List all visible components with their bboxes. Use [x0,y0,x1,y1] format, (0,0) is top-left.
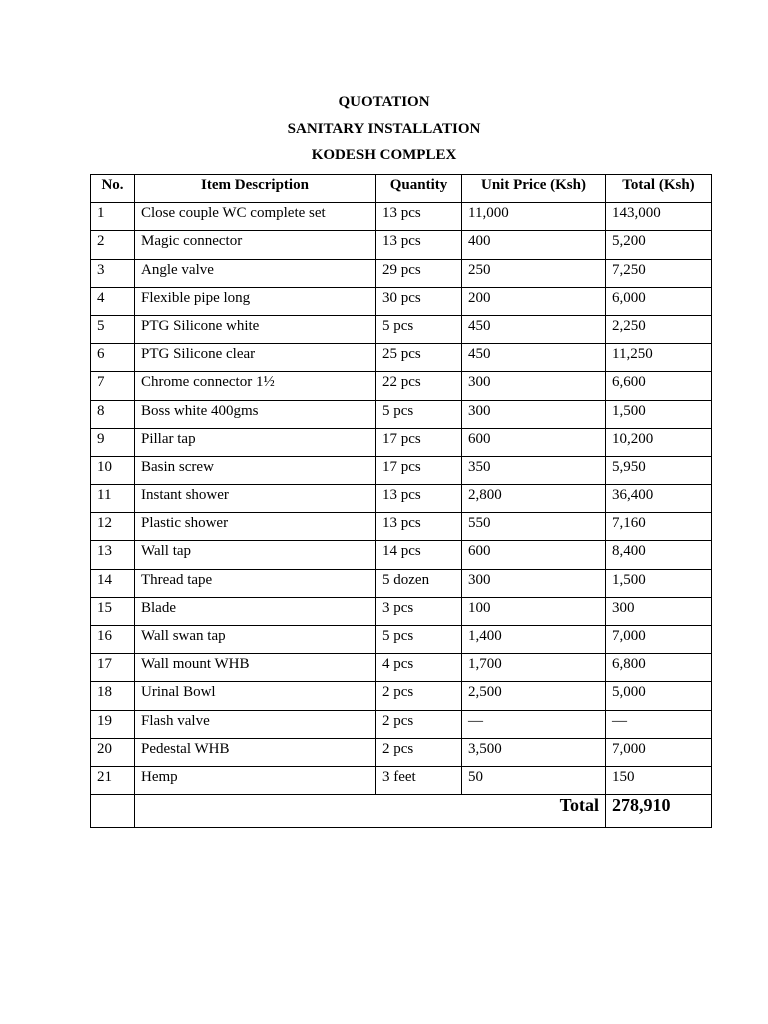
table-row [91,203,712,231]
cell-unit-price: 100 [462,597,606,625]
document-title: QUOTATION [338,94,430,110]
table-row [91,738,712,766]
cell-unit-price: — [462,710,606,738]
cell-total: 1,500 [606,400,712,428]
cell-no: 4 [91,287,135,315]
table-row [91,259,712,287]
table-body [91,203,712,795]
cell-quantity: 25 pcs [376,344,462,372]
cell-total: 143,000 [606,203,712,231]
cell-description: PTG Silicone clear [135,344,376,372]
cell-total: 10,200 [606,428,712,456]
cell-description: Wall swan tap [135,626,376,654]
cell-description: Blade [135,597,376,625]
cell-unit-price: 600 [462,541,606,569]
cell-total: 5,000 [606,682,712,710]
cell-total: 7,160 [606,513,712,541]
cell-quantity: 29 pcs [376,259,462,287]
cell-quantity: 30 pcs [376,287,462,315]
cell-unit-price: 300 [462,400,606,428]
table-row [91,344,712,372]
cell-no: 7 [91,372,135,400]
cell-no: 12 [91,513,135,541]
cell-total: 7,250 [606,259,712,287]
cell-no: 13 [91,541,135,569]
cell-unit-price: 350 [462,456,606,484]
cell-unit-price: 200 [462,287,606,315]
cell-description: Instant shower [135,485,376,513]
cell-description: Flexible pipe long [135,287,376,315]
cell-no: 17 [91,654,135,682]
cell-quantity: 5 dozen [376,569,462,597]
cell-description: Boss white 400gms [135,400,376,428]
cell-total: 7,000 [606,626,712,654]
cell-unit-price: 1,700 [462,654,606,682]
cell-description: Pillar tap [135,428,376,456]
cell-total: 11,250 [606,344,712,372]
cell-no: 3 [91,259,135,287]
cell-unit-price: 3,500 [462,738,606,766]
cell-description: Urinal Bowl [135,682,376,710]
table-row [91,569,712,597]
cell-total: — [606,710,712,738]
cell-description: Pedestal WHB [135,738,376,766]
cell-total: 150 [606,766,712,794]
cell-unit-price: 2,800 [462,485,606,513]
cell-unit-price: 300 [462,569,606,597]
grand-total: 278,910 [606,795,712,828]
cell-no: 6 [91,344,135,372]
total-label: Total [135,795,606,828]
cell-description: Basin screw [135,456,376,484]
cell-quantity: 13 pcs [376,203,462,231]
cell-no: 20 [91,738,135,766]
table-row [91,710,712,738]
cell-unit-price: 450 [462,315,606,343]
cell-description: PTG Silicone white [135,315,376,343]
table-header-row [91,175,712,203]
cell-no: 1 [91,203,135,231]
cell-description: Chrome connector 1½ [135,372,376,400]
cell-no: 14 [91,569,135,597]
cell-quantity: 14 pcs [376,541,462,569]
table-row [91,597,712,625]
cell-no: 15 [91,597,135,625]
document-subtitle: SANITARY INSTALLATION [287,120,481,137]
cell-unit-price: 250 [462,259,606,287]
cell-quantity: 13 pcs [376,231,462,259]
cell-no: 5 [91,315,135,343]
table-row [91,682,712,710]
cell-description: Close couple WC complete set [135,203,376,231]
cell-quantity: 4 pcs [376,654,462,682]
cell-unit-price: 50 [462,766,606,794]
cell-total: 6,600 [606,372,712,400]
cell-no: 21 [91,766,135,794]
cell-unit-price: 300 [462,372,606,400]
cell-total: 36,400 [606,485,712,513]
cell-total: 5,950 [606,456,712,484]
cell-quantity: 3 feet [376,766,462,794]
table-row [91,456,712,484]
table-row [91,400,712,428]
cell-description: Plastic shower [135,513,376,541]
cell-total: 5,200 [606,231,712,259]
cell-quantity: 17 pcs [376,428,462,456]
document-header [0,92,768,172]
column-header-unit-price: Unit Price (Ksh) [462,175,606,203]
cell-quantity: 13 pcs [376,485,462,513]
cell-total: 300 [606,597,712,625]
cell-description: Wall mount WHB [135,654,376,682]
cell-quantity: 17 pcs [376,456,462,484]
total-row-empty-cell [91,795,135,828]
cell-total: 6,000 [606,287,712,315]
cell-no: 10 [91,456,135,484]
cell-no: 2 [91,231,135,259]
quotation-table [90,174,712,828]
cell-quantity: 13 pcs [376,513,462,541]
cell-quantity: 2 pcs [376,710,462,738]
project-name: KODESH COMPLEX [311,147,457,163]
cell-no: 18 [91,682,135,710]
column-header-no: No. [91,175,135,203]
table-row [91,541,712,569]
column-header-description: Item Description [135,175,376,203]
table-row [91,485,712,513]
cell-quantity: 2 pcs [376,682,462,710]
cell-total: 6,800 [606,654,712,682]
cell-description: Flash valve [135,710,376,738]
cell-no: 8 [91,400,135,428]
total-row [91,795,712,828]
table-row [91,287,712,315]
cell-unit-price: 450 [462,344,606,372]
table-row [91,654,712,682]
cell-unit-price: 400 [462,231,606,259]
cell-unit-price: 1,400 [462,626,606,654]
cell-unit-price: 11,000 [462,203,606,231]
cell-total: 7,000 [606,738,712,766]
cell-quantity: 3 pcs [376,597,462,625]
cell-unit-price: 2,500 [462,682,606,710]
cell-no: 16 [91,626,135,654]
cell-quantity: 5 pcs [376,315,462,343]
cell-no: 19 [91,710,135,738]
table-row [91,231,712,259]
table-row [91,428,712,456]
column-header-total: Total (Ksh) [606,175,712,203]
table-row [91,513,712,541]
table-row [91,315,712,343]
cell-quantity: 5 pcs [376,400,462,428]
cell-quantity: 22 pcs [376,372,462,400]
cell-description: Hemp [135,766,376,794]
cell-unit-price: 600 [462,428,606,456]
table-row [91,766,712,794]
column-header-quantity: Quantity [376,175,462,203]
cell-unit-price: 550 [462,513,606,541]
cell-no: 9 [91,428,135,456]
cell-description: Wall tap [135,541,376,569]
cell-quantity: 2 pcs [376,738,462,766]
cell-description: Magic connector [135,231,376,259]
cell-total: 1,500 [606,569,712,597]
cell-total: 2,250 [606,315,712,343]
cell-description: Thread tape [135,569,376,597]
cell-total: 8,400 [606,541,712,569]
cell-quantity: 5 pcs [376,626,462,654]
cell-description: Angle valve [135,259,376,287]
cell-no: 11 [91,485,135,513]
table-row [91,372,712,400]
table-row [91,626,712,654]
